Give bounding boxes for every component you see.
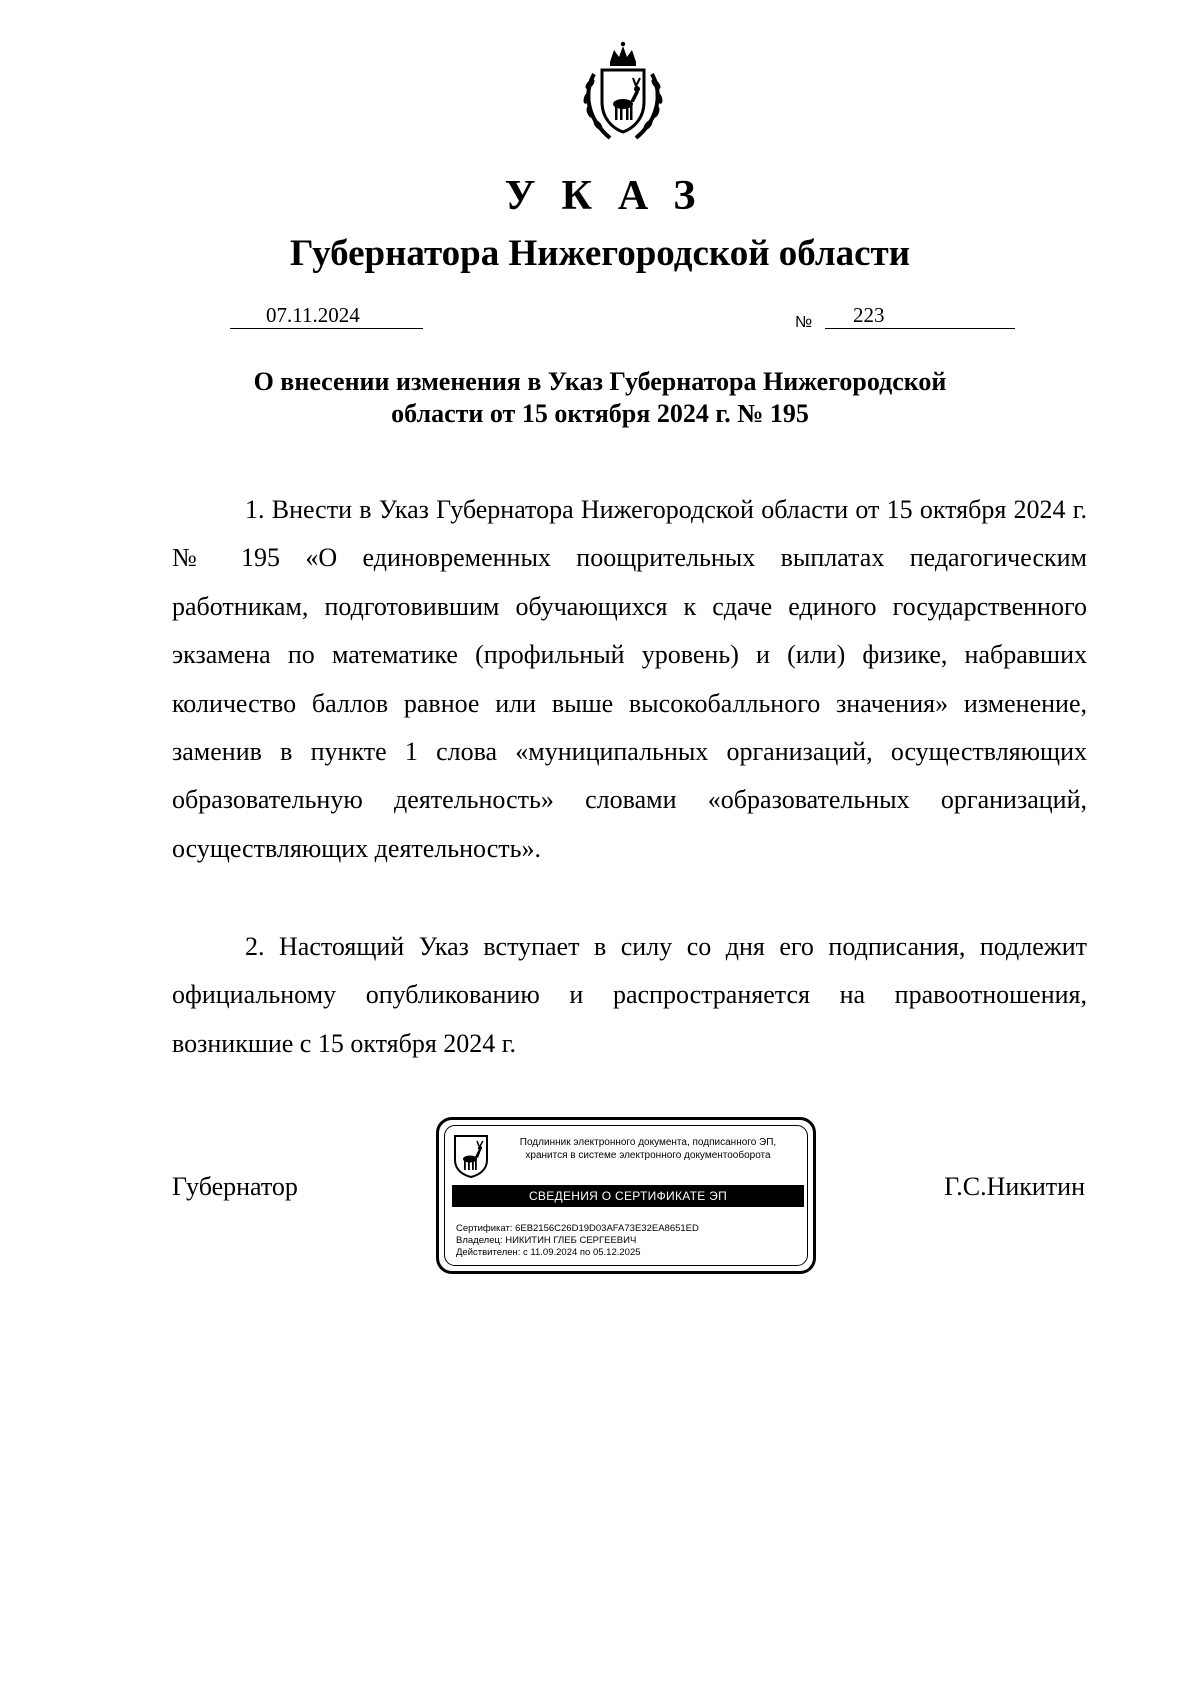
- body-paragraph-2: 2. Настоящий Указ вступает в силу со дня его подписания, подлежит официальному опубликованию и распространяется на правоотношения, возникшие с 15 октября 2024 г.: [172, 932, 1087, 1058]
- signatory-position: Губернатор: [172, 1172, 298, 1201]
- electronic-signature-stamp: [436, 1117, 816, 1274]
- stamp-header-line-2: хранится в системе электронного документооборота: [525, 1150, 771, 1161]
- signatory-name: Г.С.Никитин: [944, 1172, 1085, 1201]
- deer-shield-icon: [453, 1134, 489, 1178]
- document-subject: [160, 366, 1040, 430]
- stamp-header: [493, 1136, 803, 1162]
- subject-line-2: области от 15 октября 2024 г. № 195: [391, 399, 809, 428]
- coat-of-arms-icon: [570, 40, 676, 146]
- issuer-heading: Губернатора Нижегородской области: [289, 233, 911, 274]
- certificate-owner: Владелец: НИКИТИН ГЛЕБ СЕРГЕЕВИЧ: [456, 1235, 637, 1246]
- certificate-info-bar: СВЕДЕНИЯ О СЕРТИФИКАТЕ ЭП: [452, 1185, 804, 1207]
- document-number: 223: [825, 303, 1015, 329]
- document-date: 07.11.2024: [230, 303, 423, 329]
- number-sign-label: №: [795, 314, 813, 331]
- certificate-validity: Действителен: с 11.09.2024 по 05.12.2025: [456, 1247, 641, 1258]
- stamp-header-line-1: Подлинник электронного документа, подписанного ЭП,: [519, 1137, 777, 1148]
- subject-line-1: О внесении изменения в Указ Губернатора Нижегородской: [253, 367, 947, 396]
- body-paragraph-1: 1. Внести в Указ Губернатора Нижегородской области от 15 октября 2024 г. № 195 «О единовременных поощрительных выплатах педагогическим работникам, подготовившим обучающихся к сдаче единого государственного экзамена по математике (профильный уровень) и (или) физике, набравших количество баллов равное или выше высокобалльного значения» изменение, заменив в пункте 1 слова «муниципальных организаций, осуществляющих образовательную деятельность» словами «образовательных организаций, осуществляющих деятельность».: [172, 495, 1087, 863]
- certificate-serial: Сертификат: 6EB2156C26D19D03AFA73E32EA8651ED: [456, 1223, 699, 1234]
- document-type-heading: УКАЗ: [504, 173, 722, 219]
- certificate-details: [456, 1223, 699, 1259]
